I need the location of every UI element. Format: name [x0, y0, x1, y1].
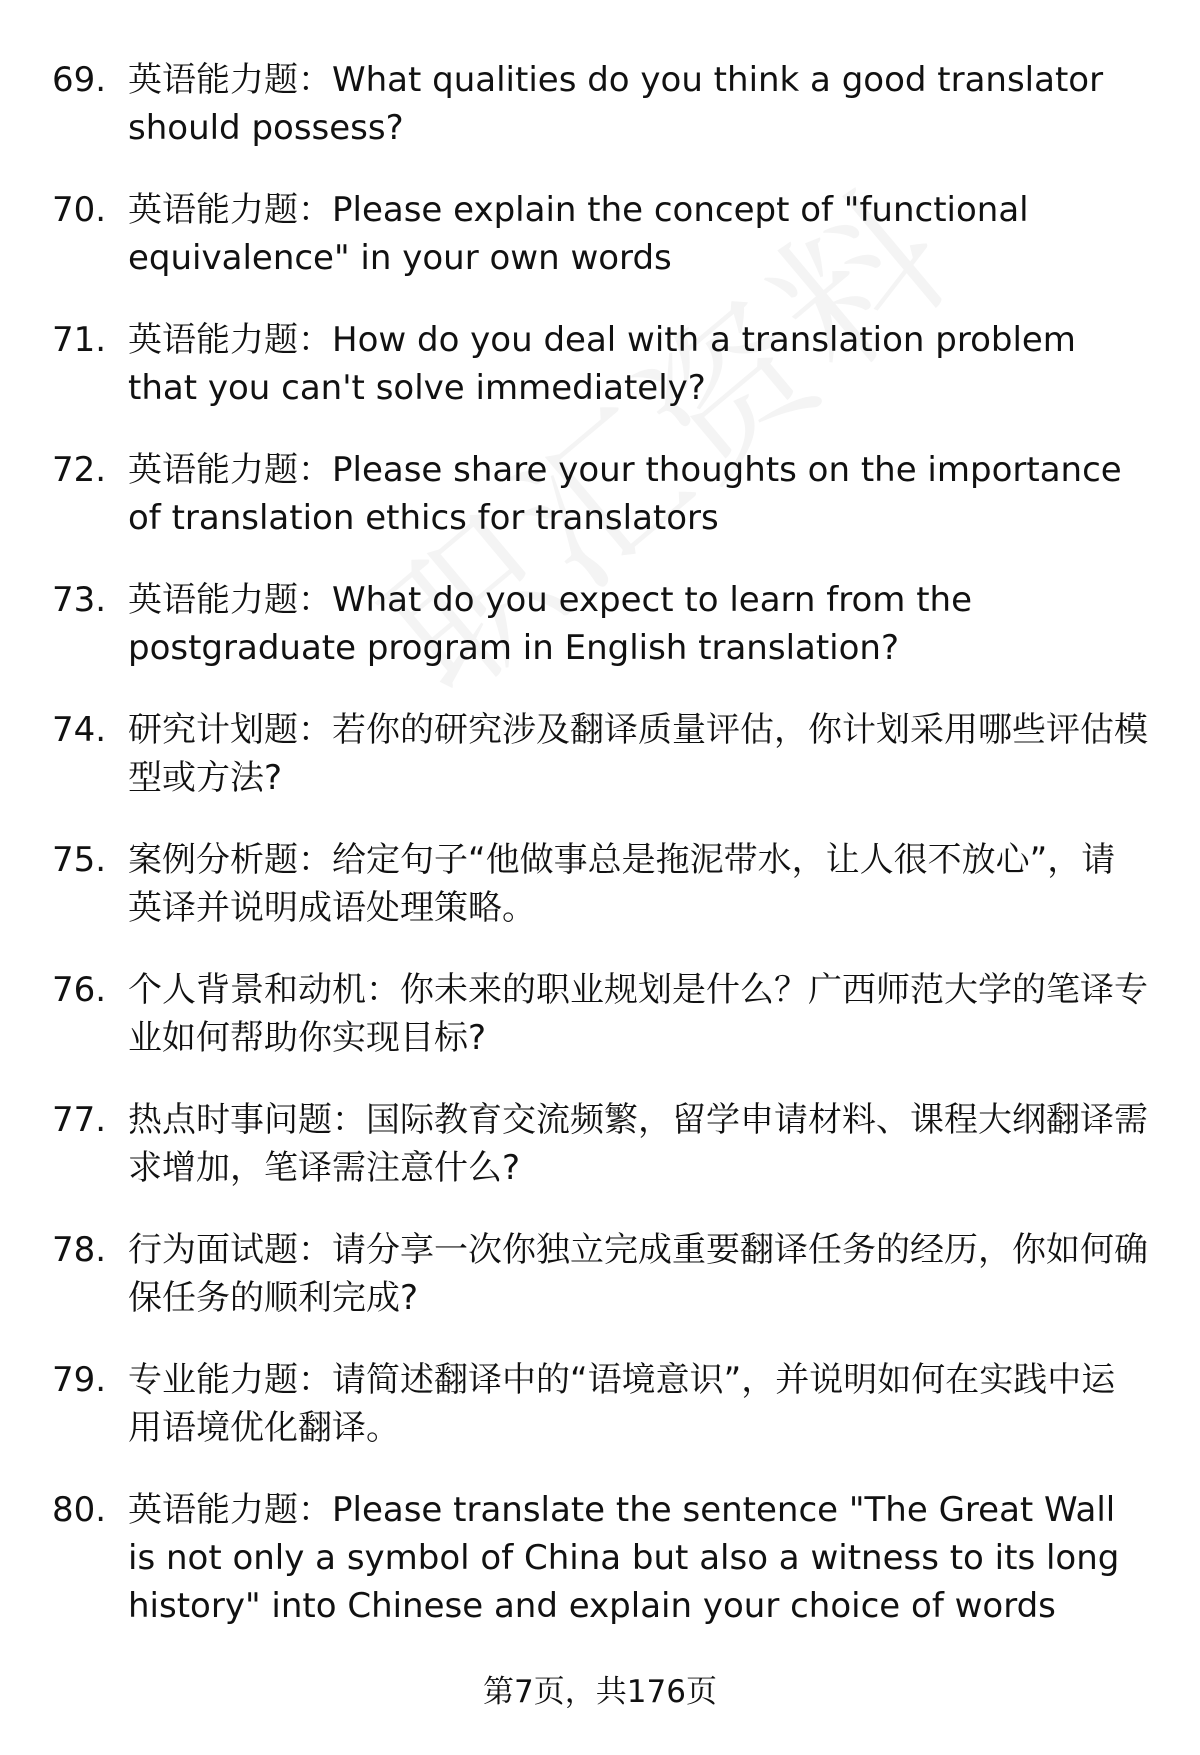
question-number: 79. [52, 1360, 107, 1400]
list-item [52, 186, 1148, 282]
question-text: 英语能力题：What do you expect to learn from the postgraduate program in English translation? [128, 580, 972, 668]
list-item [52, 316, 1148, 412]
list-item [52, 836, 1148, 932]
question-list [52, 56, 1148, 1664]
question-text: 英语能力题：How do you deal with a translation problem that you can't solve immediately? [128, 320, 1076, 408]
question-number: 75. [52, 840, 107, 880]
question-number: 77. [52, 1100, 107, 1140]
question-text: 行为面试题：请分享一次你独立完成重要翻译任务的经历，你如何确保任务的顺利完成? [128, 1230, 1148, 1318]
question-number: 74. [52, 710, 107, 750]
question-number: 72. [52, 450, 107, 490]
question-number: 80. [52, 1490, 107, 1530]
list-item [52, 446, 1148, 542]
list-item [52, 966, 1148, 1062]
question-text: 英语能力题：Please share your thoughts on the importance of translation ethics for translators [128, 450, 1122, 538]
question-number: 71. [52, 320, 107, 360]
question-text: 英语能力题：Please translate the sentence "The Great Wall is not only a symbol of China but also a witness to its long history" into Chinese and explain your choice of words [128, 1490, 1120, 1626]
question-text: 个人背景和动机：你未来的职业规划是什么？广西师范大学的笔译专业如何帮助你实现目标? [128, 970, 1148, 1058]
list-item [52, 1486, 1148, 1630]
list-item [52, 56, 1148, 152]
question-text: 案例分析题：给定句子“他做事总是拖泥带水，让人很不放心”，请英译并说明成语处理策略。 [128, 840, 1116, 928]
question-number: 70. [52, 190, 107, 230]
question-text: 英语能力题：Please explain the concept of "functional equivalence" in your own words [128, 190, 1029, 278]
list-item [52, 706, 1148, 802]
question-number: 78. [52, 1230, 107, 1270]
question-text: 热点时事问题：国际教育交流频繁，留学申请材料、课程大纲翻译需求增加，笔译需注意什么? [128, 1100, 1148, 1188]
question-number: 76. [52, 970, 107, 1010]
question-text: 研究计划题：若你的研究涉及翻译质量评估，你计划采用哪些评估模型或方法? [128, 710, 1148, 798]
list-item [52, 1226, 1148, 1322]
page-number: 第7页，共176页 [483, 1674, 717, 1710]
list-item [52, 1356, 1148, 1452]
list-item [52, 576, 1148, 672]
question-number: 73. [52, 580, 107, 620]
question-number: 69. [52, 60, 107, 100]
question-text: 英语能力题：What qualities do you think a good translator should possess? [128, 60, 1104, 148]
list-item [52, 1096, 1148, 1192]
question-text: 专业能力题：请简述翻译中的“语境意识”，并说明如何在实践中运用语境优化翻译。 [128, 1360, 1116, 1448]
